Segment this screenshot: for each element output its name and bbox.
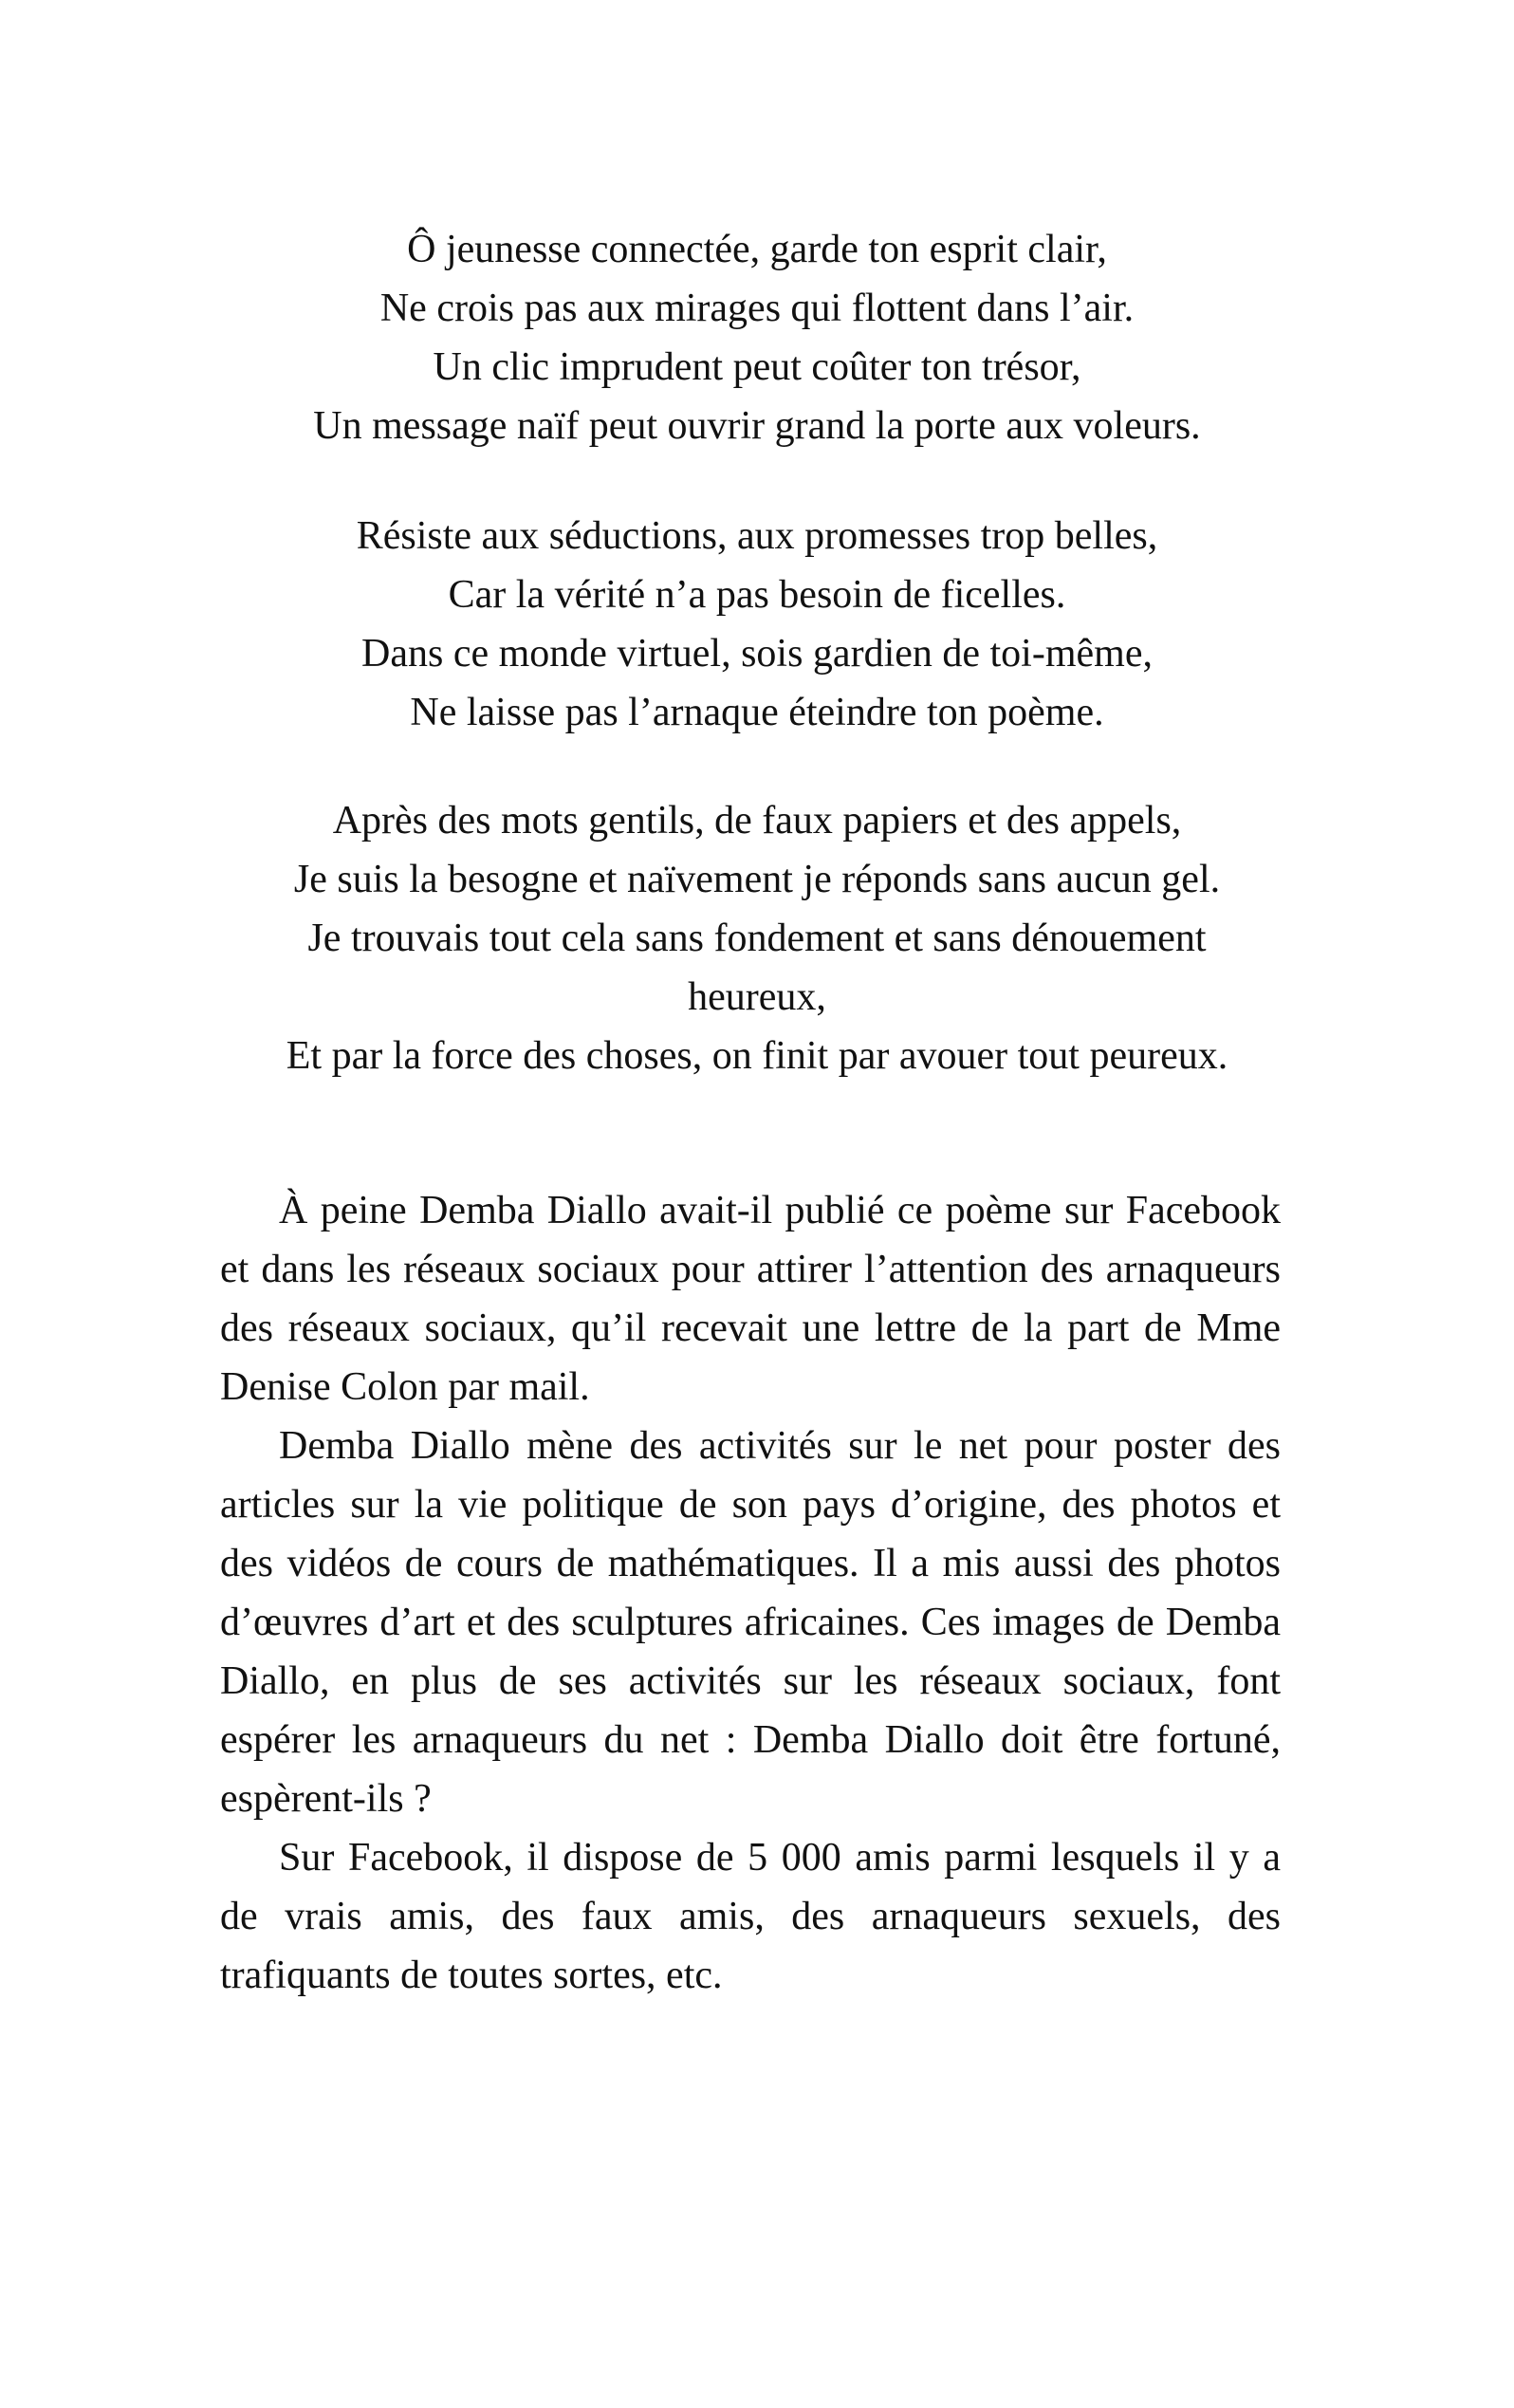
poem-stanza (190, 220, 1324, 455)
poem-line: Ô jeunesse connectée, garde ton esprit clair, (407, 228, 1107, 271)
poem-line: Et par la force des choses, on finit par avouer tout peureux. (286, 1034, 1228, 1078)
poem-stanza (190, 791, 1324, 1085)
poem-stanza (190, 507, 1324, 742)
poem-line: Car la vérité n’a pas besoin de ficelles. (448, 573, 1066, 617)
poem-line: Résiste aux séductions, aux promesses trop belles, (356, 514, 1158, 558)
poem-line: Un clic imprudent peut coûter ton trésor, (433, 345, 1081, 389)
paragraph: Sur Facebook, il dispose de 5 000 amis parmi lesquels il y a de vrais amis, des faux amis, des arnaqueurs sexuels, des trafiquants de toutes sortes, etc. (220, 1836, 1281, 1997)
poem-line: Je suis la besogne et naïvement je réponds sans aucun gel. (293, 858, 1221, 901)
poem-line: heureux, (688, 975, 826, 1019)
poem-line: Un message naïf peut ouvrir grand la porte aux voleurs. (313, 404, 1201, 448)
paragraph: Demba Diallo mène des activités sur le net pour poster des articles sur la vie politique de son pays d’origine, des photos et des vidéos de cours de mathématiques. Il a mis aussi des photos d’œuvres d’art et des sculptures africaines. Ces images de Demba Diallo, en plus de ses activités sur les réseaux sociaux, font espérer les arnaqueurs du net : Demba Diallo doit être fortuné, espèrent-ils ? (220, 1424, 1281, 1821)
poem-line: Dans ce monde virtuel, sois gardien de toi-même, (361, 632, 1153, 676)
paragraph: À peine Demba Diallo avait-il publié ce poème sur Facebook et dans les réseaux sociaux pour attirer l’attention des arnaqueurs des réseaux sociaux, qu’il recevait une lettre de la part de Mme Denise Colon par mail. (220, 1189, 1281, 1409)
poem-line: Ne laisse pas l’arnaque éteindre ton poème. (410, 691, 1104, 734)
prose-text (220, 1181, 1281, 2005)
poem-line: Après des mots gentils, de faux papiers et des appels, (332, 799, 1182, 843)
poem-line: Ne crois pas aux mirages qui flottent dans l’air. (379, 287, 1135, 330)
poem-line: Je trouvais tout cela sans fondement et sans dénouement (307, 917, 1207, 960)
